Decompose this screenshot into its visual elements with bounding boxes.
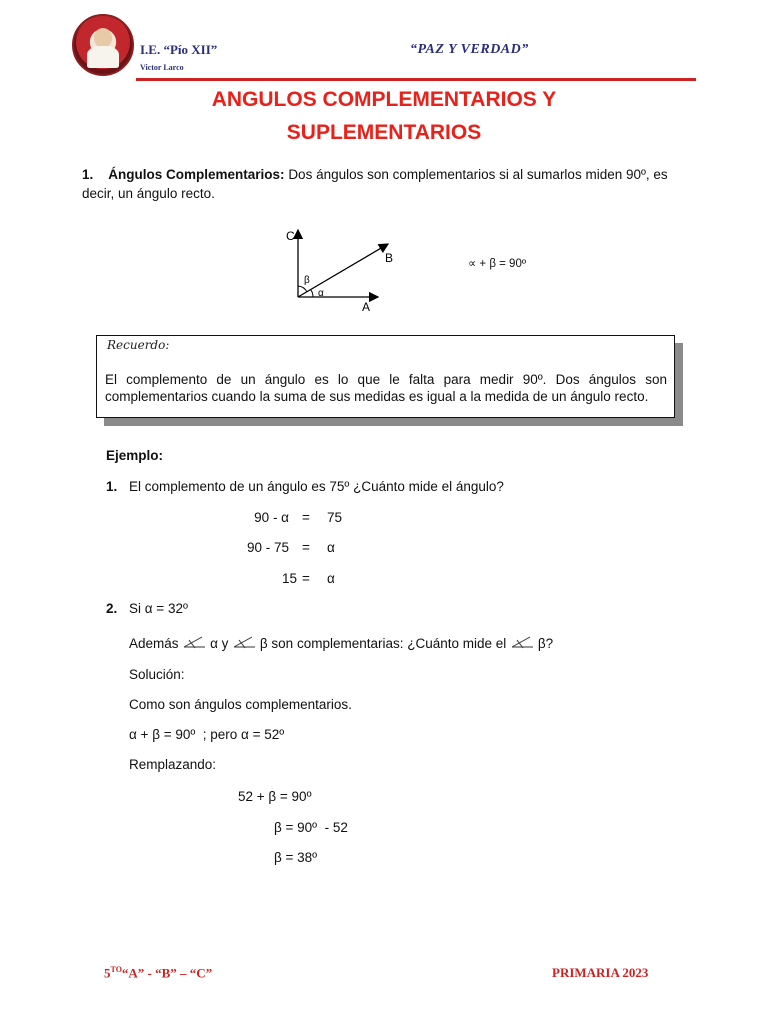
footer-grade xyxy=(104,965,212,981)
item1-row2-left: 90 - 75 xyxy=(246,540,289,555)
item2-q-part1: Además xyxy=(129,636,179,651)
item2-q-part3: β son complementarias: ¿Cuánto mide el xyxy=(259,636,507,651)
label-alpha: α xyxy=(318,288,324,299)
section1-number: 1. xyxy=(82,167,94,182)
item2-solucion: Solución: xyxy=(129,667,185,682)
label-beta: β xyxy=(304,275,310,286)
item2-relation: α + β = 90º ; pero α = 52º xyxy=(129,727,285,742)
item1-row3-eq: = xyxy=(302,571,310,586)
ejemplo-heading: Ejemplo: xyxy=(106,448,164,463)
footer-grade-sections: “A” - “B” – “C” xyxy=(121,965,213,981)
school-logo xyxy=(72,14,134,76)
item1-row1-eq: = xyxy=(302,510,310,525)
arc-alpha xyxy=(311,290,313,297)
item1-row3-left: 15 xyxy=(281,571,297,586)
section1-text1: Dos ángulos son complementarios si al sumarlos miden 90º, es xyxy=(288,167,668,182)
item1-number: 1. xyxy=(106,479,118,494)
section1-paragraph xyxy=(82,165,702,184)
label-b: B xyxy=(385,251,394,265)
page-title-line2: SUPLEMENTARIOS xyxy=(286,121,482,144)
footer-grade-number: 5 xyxy=(104,965,111,981)
recuerdo-box xyxy=(96,335,675,418)
angle-symbol-icon xyxy=(182,635,206,649)
section1-heading: Ángulos Complementarios: xyxy=(108,167,285,182)
item2-given: Si α = 32º xyxy=(129,601,188,616)
item1-question: El complemento de un ángulo es 75º ¿Cuánto mide el ángulo? xyxy=(129,479,504,494)
item1-row2-right: α xyxy=(327,540,335,555)
label-c: C xyxy=(286,229,295,243)
ray-b xyxy=(298,244,388,297)
institution-name: I.E. “Pío XII” xyxy=(140,42,218,57)
item2-remplazando: Remplazando: xyxy=(129,757,217,772)
item2-step2: β = 90º - 52 xyxy=(274,820,348,835)
item1-row1-left: 90 - α xyxy=(254,510,289,525)
item2-number: 2. xyxy=(106,601,118,616)
item2-question xyxy=(129,634,553,653)
recuerdo-heading: Recuerdo: xyxy=(107,338,170,352)
item2-step1: 52 + β = 90º xyxy=(238,789,312,804)
recuerdo-text: El complemento de un ángulo es lo que le falta para medir 90º. Dos ángulos son complementarios cuando la suma de sus medidas es igual a la medida de un ángulo recto. xyxy=(105,372,667,404)
institution-city: Victor Larco xyxy=(140,63,184,72)
angle-diagram xyxy=(280,222,400,318)
item2-step3: β = 38º xyxy=(274,850,318,865)
item2-q-part4: β? xyxy=(537,636,554,651)
angle-symbol-icon xyxy=(232,635,256,649)
school-motto: “PAZ Y VERDAD” xyxy=(410,42,529,57)
item1-row3-right: α xyxy=(327,571,335,586)
header-divider xyxy=(136,78,696,81)
footer-level: PRIMARIA 2023 xyxy=(552,965,649,980)
arc-beta xyxy=(298,286,307,292)
section1-text2: decir, un ángulo recto. xyxy=(82,186,215,201)
item2-como: Como son ángulos complementarios. xyxy=(129,697,352,712)
item2-q-part2: α y xyxy=(210,636,229,651)
item1-row1-right: 75 xyxy=(327,510,343,525)
angle-symbol-icon xyxy=(510,635,534,649)
item1-row2-eq: = xyxy=(302,540,310,555)
label-a: A xyxy=(362,300,371,314)
page-title-line1: ANGULOS COMPLEMENTARIOS Y xyxy=(211,88,557,111)
diagram-formula: ∝ + β = 90º xyxy=(468,258,527,270)
footer-grade-sup: TO xyxy=(110,965,122,974)
